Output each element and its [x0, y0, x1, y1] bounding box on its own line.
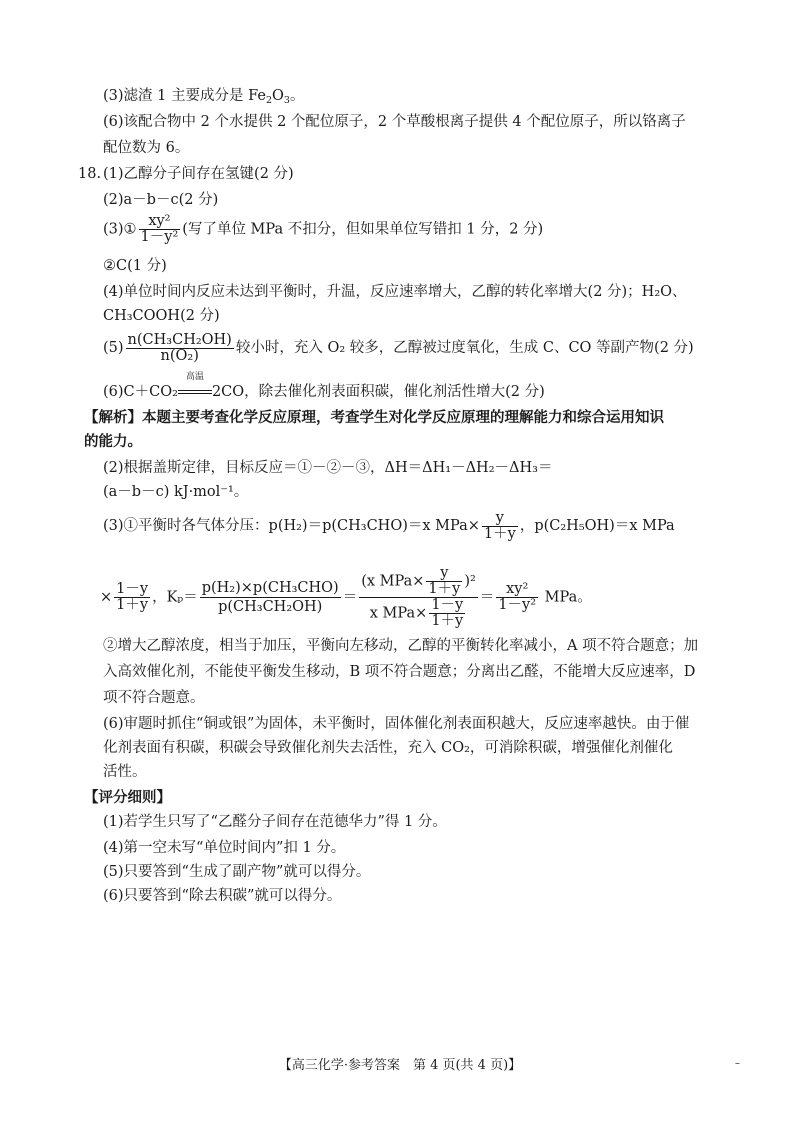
grading-rule-1: (1)若学生只写了“乙醛分子间存在范德华力”得 1 分。 — [103, 814, 447, 830]
page-footer: 【高三化学·参考答案 第 4 页(共 4 页)】 — [278, 1058, 522, 1073]
question-18-number: 18. — [78, 166, 102, 182]
analysis-3-2-cont2: 项不符合题意。 — [103, 690, 205, 706]
ratio-fraction: $\frac{\text{n(CH₃CH₂OH)}}{\text{n(O₂)}}$ — [127, 331, 232, 364]
answer-18-2: (2)a－b－c(2 分) — [103, 192, 219, 208]
answer-18-1: (1)乙醇分子间存在氢键(2 分) — [103, 166, 294, 182]
kp-result: $\frac{\text{xy²}}{\text{1－y²}}$ — [498, 581, 537, 613]
inner-fraction-denominator: $\frac{1-y}{1+y}$ — [431, 597, 464, 629]
answer-18-4: (4)单位时间内反应未达到平衡时，升温，反应速率增大，乙醇的转化率增大(2 分)；H₂O、 — [103, 284, 687, 300]
inner-fraction-numerator: $\frac{y}{1+y}$ — [428, 565, 461, 597]
analysis-6: (6)审题时抓住“铜或银”为固体，未平衡时，固体催化剂表面积越大，反应速率越快。由于催 — [103, 716, 690, 732]
answer-18-6: (6)C＋CO₂ 高温 2CO，除去催化剂表面积碳，催化剂活性增大(2 分) — [103, 372, 545, 400]
line-coordination-number: 配位数为 6。 — [103, 140, 190, 156]
analysis-6-cont2: 活性。 — [103, 764, 147, 780]
kp-expression: $\frac{\text{p(H₂)×p(CH₃CHO)}}{\text{p(CH₃CH₂OH)}}$ — [201, 580, 339, 615]
fraction-y: $\frac{y}{1+y}$ — [483, 509, 516, 542]
analysis-2-result: (a－b－c) kJ·mol⁻¹。 — [103, 484, 249, 500]
answer-18-3-1: (3)① $\frac{\text{xy²}}{\text{1－y²}}$ (写了单位 MPa 不扣分，但如果单位写错扣 1 分，2 分) — [103, 213, 544, 245]
reaction-arrow: 高温 — [178, 382, 212, 402]
kp-substitution: (x MPa× $\frac{y}{1+y}$ )² x MPa× $\frac{1-y}{1+y}$ — [361, 565, 476, 629]
corner-mark: – — [735, 1058, 740, 1069]
grading-rule-4: (4)第一空未写“单位时间内”扣 1 分。 — [103, 840, 346, 856]
analysis-3-2: ②增大乙醇浓度，相当于加压，平衡向左移动，乙醇的平衡转化率减小，A 项不符合题意；加 — [103, 638, 699, 654]
grading-rule-5: (5)只要答到“生成了副产物”就可以得分。 — [103, 864, 371, 880]
analysis-2: (2)根据盖斯定律，目标反应＝①－②－③，ΔH＝ΔH₁－ΔH₂－ΔH₃＝ — [103, 460, 553, 476]
line-coordination: (6)该配合物中 2 个水提供 2 个配位原子，2 个草酸根离子提供 4 个配位原子，所以铬离子 — [103, 114, 686, 130]
answer-18-5: (5) $\frac{\text{n(CH₃CH₂OH)}}{\text{n(O₂)}}$ 较小时，充入 O₂ 较多，乙醇被过度氧化，生成 C、CO 等副产物(2 分) — [103, 331, 694, 364]
analysis-heading-cont: 的能力。 — [84, 433, 142, 450]
analysis-3-partial-pressure: (3)①平衡时各气体分压：p(H₂)＝p(CH₃CHO)＝x MPa× $\frac{y}{1+y}$ ，p(C₂H₅OH)＝x MPa — [103, 509, 675, 542]
line-filter-residue: (3)滤渣 1 主要成分是 $Fe_2O_3$。 — [103, 88, 305, 106]
kp-fraction: $\frac{\text{xy²}}{\text{1－y²}}$ — [140, 213, 179, 245]
answer-18-3-2: ②C(1 分) — [103, 258, 167, 274]
grading-rule-6: (6)只要答到“除去积碳”就可以得分。 — [103, 888, 342, 904]
analysis-3-kp-derivation: × $\frac{1-y}{1+y}$ ，Kₚ＝ $\frac{\text{p(H₂)×p(CH₃CHO)}}{\text{p(CH₃CH₂OH)}}$ ＝ (x MPa× $\frac{y}{1+y}$ )² x MPa× $\frac{1-y}{1+y}$ ＝ $\frac{\text{xy²}}{\text{1－y²}}$ MPa。 — [100, 565, 592, 629]
analysis-heading: 【解析】本题主要考查化学反应原理，考查学生对化学反应原理的理解能力和综合运用知识 — [84, 409, 664, 426]
analysis-3-2-cont1: 入高效催化剂，不能使平衡发生移动，B 项不符合题意；分离出乙醛，不能增大反应速率，D — [103, 664, 696, 680]
analysis-6-cont1: 化剂表面有积碳，积碳会导致催化剂失去活性，充入 CO₂，可消除积碳，增强催化剂催化 — [103, 740, 673, 756]
fraction-1-y: $\frac{1-y}{1+y}$ — [116, 581, 149, 613]
answer-18-4-cont: CH₃COOH(2 分) — [103, 308, 220, 324]
grading-rules-heading: 【评分细则】 — [84, 789, 171, 806]
